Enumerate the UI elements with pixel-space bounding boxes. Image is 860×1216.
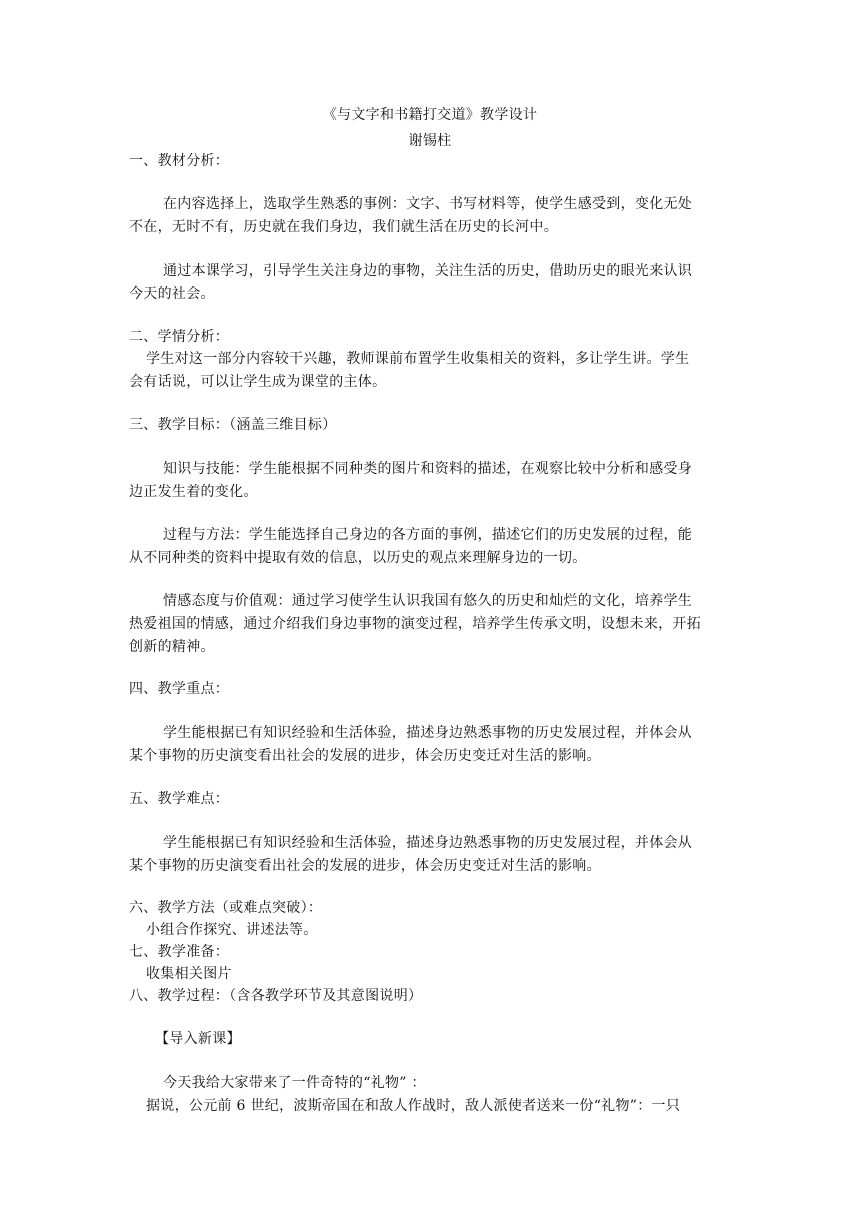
document-author: 谢锡柱	[408, 133, 452, 149]
section-heading-4: 四、教学重点：	[129, 681, 230, 697]
paragraph-line: 会有话说，可以让学生成为课堂的主体。	[129, 374, 387, 390]
section-heading-7: 七、教学准备：	[129, 944, 230, 960]
section-heading-5: 五、教学难点：	[129, 791, 230, 807]
paragraph-line: 收集相关图片	[146, 966, 232, 982]
document-title: 《与文字和书籍打交道》教学设计	[322, 107, 538, 123]
paragraph-line: 学生能根据已有知识经验和生活体验，描述身边熟悉事物的历史发展过程，并体会从	[163, 725, 693, 741]
paragraph-line: 据说，公元前 6 世纪，波斯帝国在和敌人作战时，敌人派使者送来一份“礼物”：一只	[146, 1098, 681, 1114]
section-heading-1: 一、教材分析：	[129, 153, 230, 169]
paragraph-line: 学生能根据已有知识经验和生活体验，描述身边熟悉事物的历史发展过程，并体会从	[163, 835, 693, 851]
paragraph-line: 今天的社会。	[129, 286, 215, 302]
paragraph-line: 小组合作探究、讲述法等。	[146, 922, 318, 938]
section-heading-2: 二、学情分析：	[129, 329, 230, 345]
paragraph-line: 在内容选择上，选取学生熟悉的事例：文字、书写材料等，使学生感受到，变化无处	[163, 196, 693, 212]
paragraph-line: 学生对这一部分内容较干兴趣，教师课前布置学生收集相关的资料，多让学生讲。学生	[146, 351, 690, 367]
paragraph-line: 不在，无时不有，历史就在我们身边，我们就生活在历史的长河中。	[129, 219, 558, 235]
subsection-heading: 【导入新课】	[155, 1031, 241, 1047]
paragraph-line: 从不同种类的资料中提取有效的信息，以历史的观点来理解身边的一切。	[129, 550, 587, 566]
section-heading-6: 六、教学方法（或难点突破）：	[129, 900, 323, 916]
paragraph-line: 过程与方法：学生能选择自己身边的各方面的事例，描述它们的历史发展的过程，能	[163, 527, 693, 543]
section-heading-8: 八、教学过程：（含各教学环节及其意图说明）	[129, 988, 423, 1004]
paragraph-line: 某个事物的历史演变看出社会的发展的进步，体会历史变迁对生活的影响。	[129, 858, 601, 874]
paragraph-line: 知识与技能：学生能根据不同种类的图片和资料的描述，在观察比较中分析和感受身	[163, 461, 693, 477]
paragraph-line: 通过本课学习，引导学生关注身边的事物，关注生活的历史，借助历史的眼光来认识	[163, 263, 693, 279]
paragraph-line: 情感态度与价值观：通过学习使学生认识我国有悠久的历史和灿烂的文化，培养学生	[163, 593, 693, 609]
paragraph-line: 某个事物的历史演变看出社会的发展的进步，体会历史变迁对生活的影响。	[129, 748, 601, 764]
paragraph-line: 今天我给大家带来了一件奇特的“礼物” ：	[163, 1075, 426, 1091]
paragraph-line: 创新的精神。	[129, 639, 215, 655]
section-heading-3: 三、教学目标：（涵盖三维目标）	[129, 417, 337, 433]
paragraph-line: 热爱祖国的情感，通过介绍我们身边事物的演变过程，培养学生传承文明，设想未来，开拓	[129, 616, 701, 632]
paragraph-line: 边正发生着的变化。	[129, 484, 258, 500]
